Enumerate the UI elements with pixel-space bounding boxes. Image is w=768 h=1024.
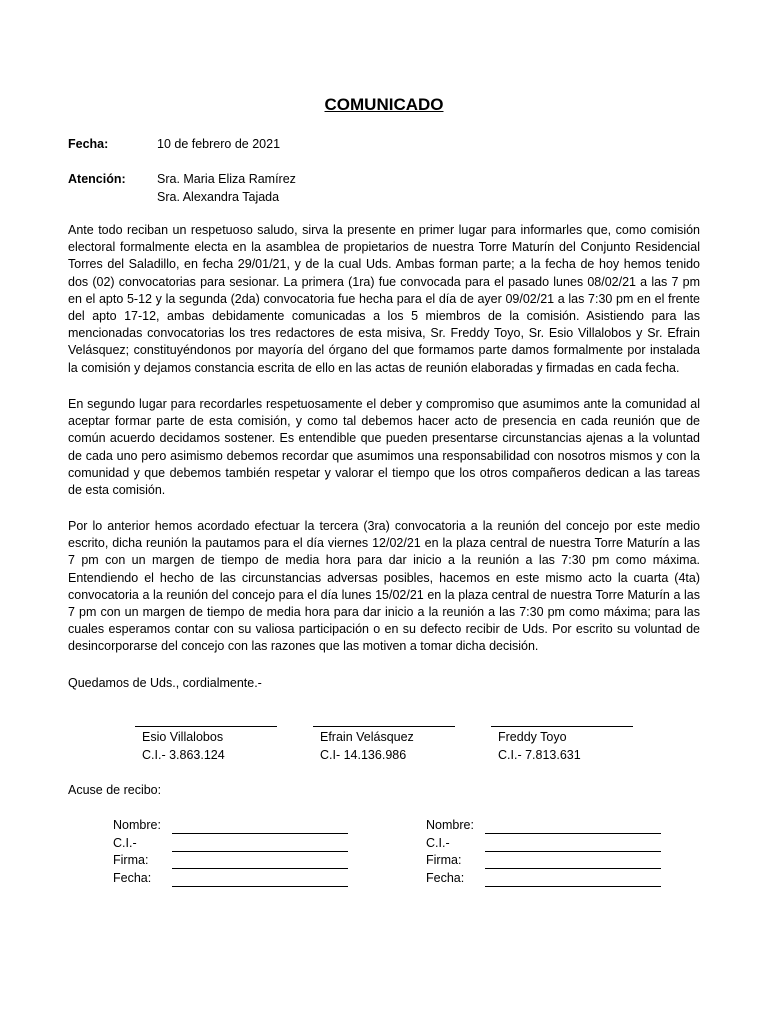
signatory-name-2: Efrain Velásquez: [320, 730, 414, 744]
signature-line-1: [135, 726, 277, 727]
signature-line-3: [491, 726, 633, 727]
acuse-left-fecha-line: [172, 886, 348, 887]
acuse-left-ci-label: C.I.-: [113, 836, 137, 850]
paragraph-3: Por lo anterior hemos acordado efectuar la tercera (3ra) convocatoria a la reunión del concejo por este medio escrito, dicha reunión la pautamos para el día viernes 12/02/21 en la plaza central de nuestra Torre Maturín a las 7 pm con un margen de tiempo de media hora para dar inicio a la reunión a las 7:30 pm como máxima. Entendiendo el hecho de las circunstancias adversas posibles, hacemos en este mismo acto la cuarta (4ta) convocatoria a la reunión del concejo para el día lunes 15/02/21 en la plaza central de nuestra Torre Maturín a las 7 pm con un margen de tiempo de media hora para dar inicio a la reunión a las 7:30 pm como máxima; para las cuales esperamos contar con su valiosa participación o en su defecto recibir de Uds. Por escrito su voluntad de desincorporarse del concejo con las razones que las motiven a tomar dicha decisión.: [68, 519, 700, 654]
document-title: COMUNICADO: [324, 95, 444, 114]
paragraph-1: Ante todo reciban un respetuoso saludo, sirva la presente en primer lugar para informarles que, como comisión electoral formalmente electa en la asamblea de propietarios de nuestra Torre Maturín del Conjunto Residencial Torres del Saladillo, en fecha 29/01/21, y de la cual Uds. Ambas forman parte; a la fecha de hoy hemos tenido dos (02) convocatorias para sesionar. La primera (1ra) fue convocada para el pasado lunes 08/02/21 a las 7 pm en el apto 5-12 y la segunda (2da) convocatoria fue hecha para el día de ayer 09/02/21 a las 7:30 pm en el frente del apto 17-12, ambas debidamente comunicadas a los 5 miembros de la comisión. Asistiendo para las mencionadas convocatorias los tres redactores de esta misiva, Sr. Freddy Toyo, Sr. Esio Villalobos y Sr. Efrain Velásquez; constituyéndonos por mayoría del órgano del que formamos parte damos formalmente por instalada la comisión y dejamos constancia escrita de ello en las actas de reunión elaboradas y firmadas en cada fecha.: [68, 223, 700, 375]
acuse-left-firma-label: Firma:: [113, 853, 149, 867]
signatory-ci-1: C.I.- 3.863.124: [142, 748, 225, 762]
signatory-name-1: Esio Villalobos: [142, 730, 224, 744]
atencion-name-1: Sra. Maria Eliza Ramírez: [157, 172, 296, 186]
acuse-right-nombre-label: Nombre:: [426, 818, 474, 832]
acuse-right-ci-line: [485, 851, 661, 852]
paragraph-2: En segundo lugar para recordarles respetuosamente el deber y compromiso que asumimos ante la comunidad al aceptar formar parte de esta comisión, y como tal debemos hacer acto de presencia en cada reunión que de común acuerdo decidamos sostener. Es entendible que pueden presentarse circunstancias ajenas a la voluntad de cada uno pero asimismo debemos recordar que asumimos una responsabilidad con nosotros mismos y con la comunidad y que debemos también respetar y valorar el tiempo que los otros compañeros dedican a las tareas de esta comisión.: [68, 397, 700, 498]
atencion-label: Atención:: [68, 172, 126, 186]
acuse-right-firma-line: [485, 868, 661, 869]
signatory-ci-2: C.I- 14.136.986: [320, 748, 407, 762]
fecha-value: 10 de febrero de 2021: [157, 137, 281, 151]
signatory-name-3: Freddy Toyo: [498, 730, 567, 744]
acuse-left-fecha-label: Fecha:: [113, 871, 152, 885]
acuse-right-fecha-label: Fecha:: [426, 871, 465, 885]
acuse-right-nombre-line: [485, 833, 661, 834]
atencion-name-2: Sra. Alexandra Tajada: [157, 190, 280, 204]
closing-text: Quedamos de Uds., cordialmente.-: [68, 676, 262, 690]
acuse-left-nombre-line: [172, 833, 348, 834]
acuse-left-firma-line: [172, 868, 348, 869]
acuse-right-fecha-line: [485, 886, 661, 887]
acuse-right-firma-label: Firma:: [426, 853, 462, 867]
fecha-label: Fecha:: [68, 137, 109, 151]
acuse-right-ci-label: C.I.-: [426, 836, 450, 850]
signature-line-2: [313, 726, 455, 727]
acuse-left-nombre-label: Nombre:: [113, 818, 161, 832]
signatory-ci-3: C.I.- 7.813.631: [498, 748, 581, 762]
acuse-left-ci-line: [172, 851, 348, 852]
acuse-label: Acuse de recibo:: [68, 783, 162, 797]
